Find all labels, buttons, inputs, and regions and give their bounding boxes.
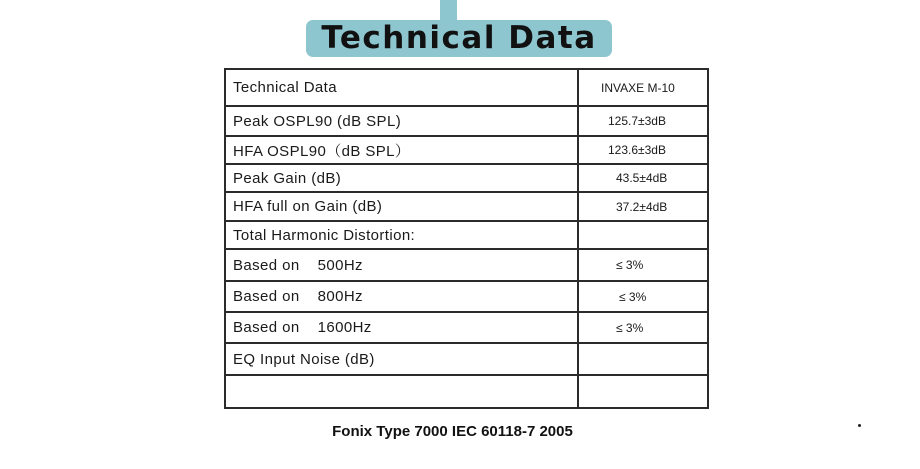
footer-standard: Fonix Type 7000 IEC 60118-7 2005: [332, 423, 573, 440]
row-label: HFA OSPL90（dB SPL）: [233, 142, 411, 160]
row-label: Total Harmonic Distortion:: [233, 226, 416, 244]
table-row: [225, 192, 708, 221]
spec-table-body: [225, 69, 708, 408]
row-value-cell: [578, 69, 708, 106]
spec-table: [224, 68, 709, 409]
row-label-cell: [225, 69, 578, 106]
row-value: 123.6±3dB: [608, 143, 666, 157]
row-frequency: 800Hz: [317, 288, 363, 305]
row-frequency: 500Hz: [317, 256, 363, 274]
stray-dot: [858, 424, 861, 427]
row-value-cell: [578, 221, 708, 249]
row-value-cell: [578, 249, 708, 281]
row-label-cell: [225, 221, 578, 249]
row-value: ≤ 3%: [619, 289, 647, 304]
row-label-cell: [225, 312, 578, 343]
row-value: INVAXE M-10: [601, 80, 675, 95]
row-label: Peak Gain (dB): [233, 169, 342, 187]
table-row: [225, 136, 708, 164]
row-value-cell: [578, 312, 708, 343]
row-label-cell: [225, 106, 578, 136]
row-value-cell: [578, 192, 708, 221]
table-row: [225, 343, 708, 375]
row-value-cell: [578, 375, 708, 408]
row-value-cell: [578, 136, 708, 164]
table-row: [225, 164, 708, 192]
row-value: 43.5±4dB: [616, 171, 668, 185]
row-value-cell: [578, 281, 708, 312]
row-label-cell: [225, 164, 578, 192]
row-label: Based on: [233, 256, 300, 274]
row-value: ≤ 3%: [616, 258, 644, 272]
row-label: Based on: [233, 288, 300, 305]
row-label-cell: [225, 281, 578, 312]
row-value-cell: [578, 106, 708, 136]
row-value-cell: [578, 343, 708, 375]
table-row: [225, 69, 708, 106]
table-row: [225, 312, 708, 343]
row-label-cell: [225, 249, 578, 281]
row-label-cell: [225, 375, 578, 408]
row-label-cell: [225, 343, 578, 375]
table-row: [225, 106, 708, 136]
row-value: 37.2±4dB: [616, 199, 668, 214]
row-frequency: 1600Hz: [317, 319, 372, 336]
row-label: EQ Input Noise (dB): [233, 350, 375, 368]
table-row: [225, 249, 708, 281]
table-row: [225, 221, 708, 249]
row-label-cell: [225, 192, 578, 221]
row-value: ≤ 3%: [616, 320, 644, 335]
row-label: Based on: [233, 319, 300, 336]
title-connector: [440, 0, 457, 20]
row-label: Technical Data: [233, 79, 337, 96]
table-row: [225, 281, 708, 312]
row-value-cell: [578, 164, 708, 192]
title-badge: [306, 20, 612, 57]
row-label: HFA full on Gain (dB): [233, 198, 383, 215]
row-value: 125.7±3dB: [608, 114, 666, 128]
page-title: Technical Data: [321, 20, 597, 56]
table-row: [225, 375, 708, 408]
row-label-cell: [225, 136, 578, 164]
row-label: Peak OSPL90 (dB SPL): [233, 112, 402, 130]
